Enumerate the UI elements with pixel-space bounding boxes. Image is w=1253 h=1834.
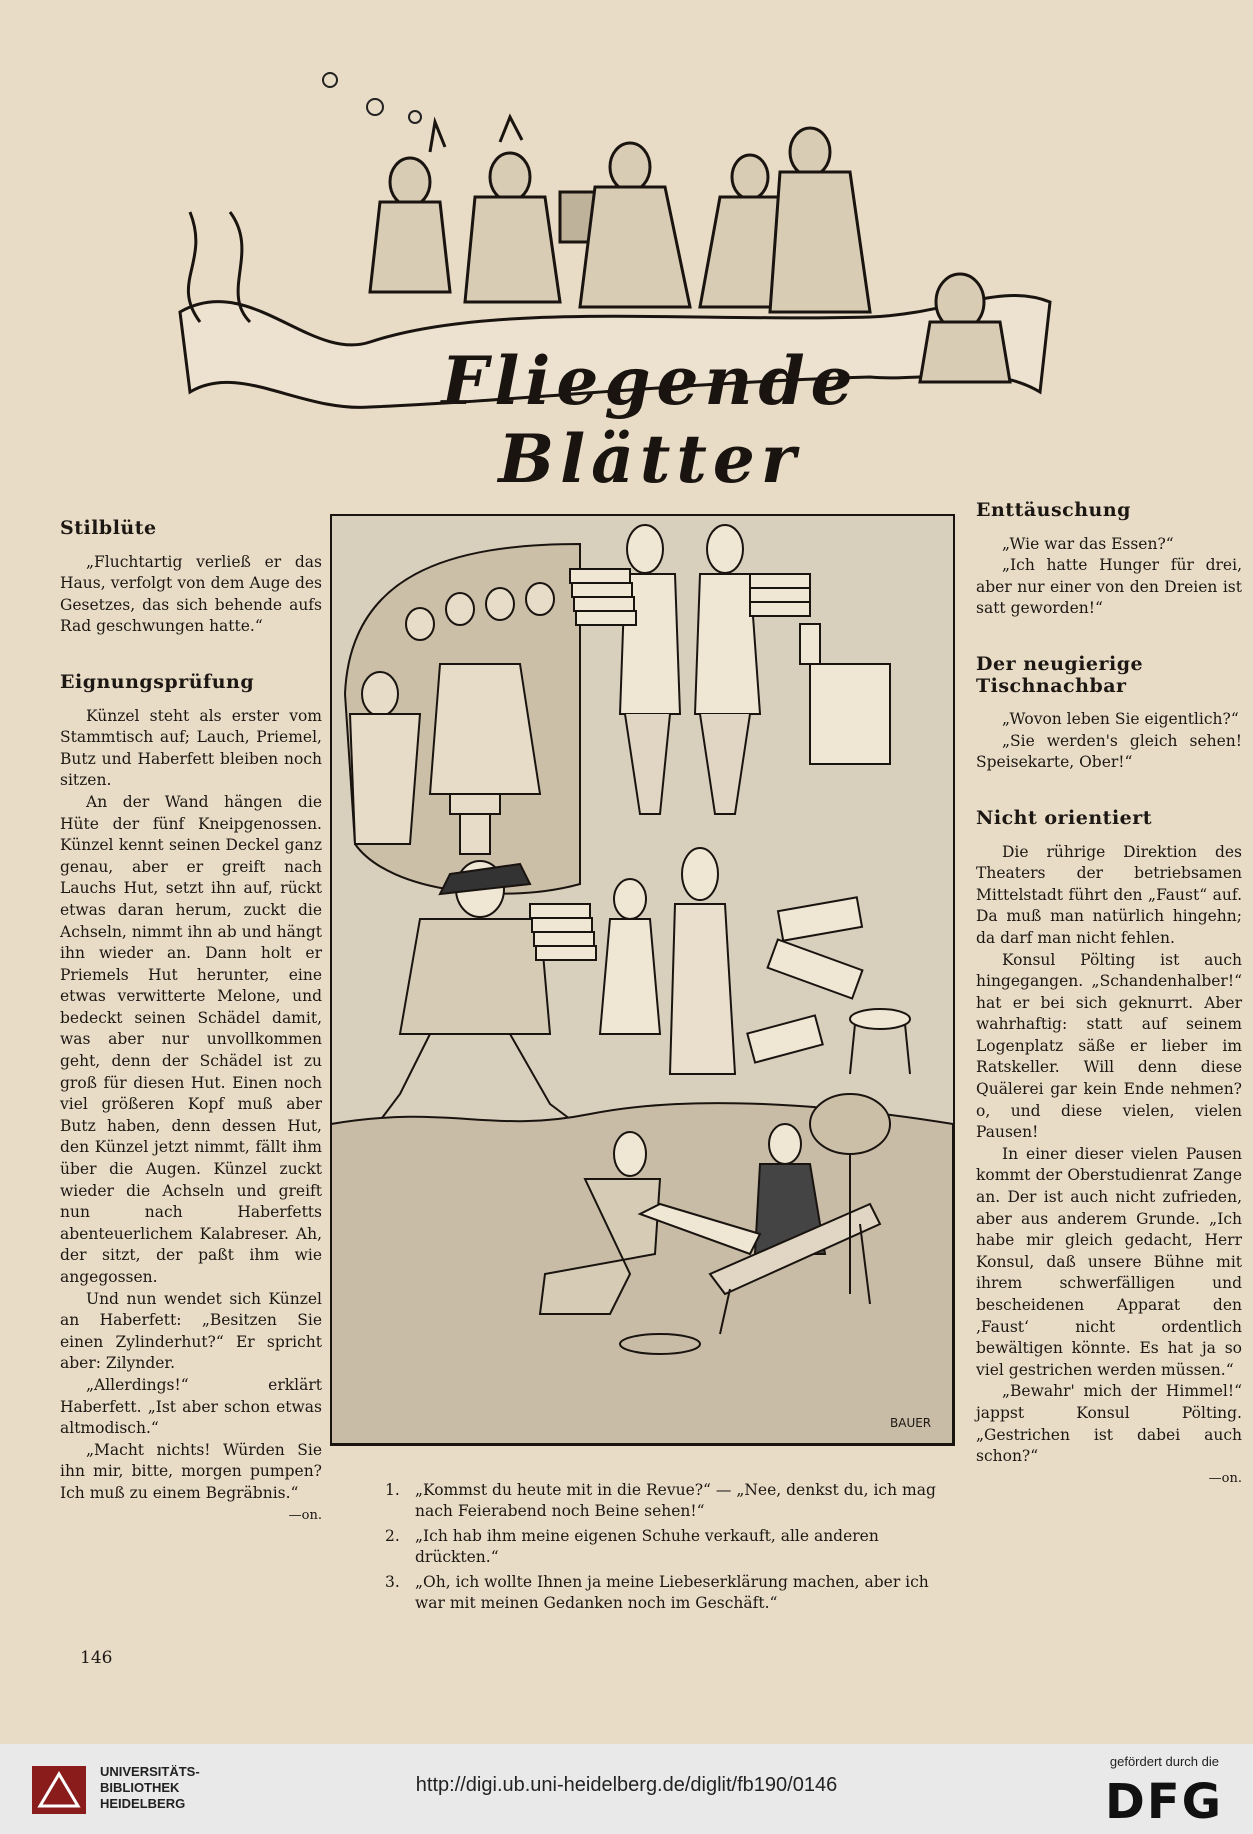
dfg-logo: DFG [1104,1774,1223,1830]
article-paragraph: Künzel steht als erster vom Stammtisch auf; Lauch, Priemel, Butz und Haberfett bleiben noch sitzen. [60,706,322,790]
article-nicht-orientiert [976,808,1242,1489]
masthead [170,62,1070,498]
page-number: 146 [80,1648,113,1668]
article-paragraph: „Wie war das Essen?“ [1002,534,1174,553]
article-paragraph: In einer dieser vielen Pausen kommt der Oberstudienrat Zange an. Der ist auch nicht zufrieden, aber aus anderem Grunde. „Ich habe mir gleich gedacht, Herr Konsul, daß unsere Bühne mit ihrem schwerfälligen und bescheidenen Apparat den ‚Faust‘ nicht ordentlich bewältigen könnte. Es hat ja so viel gestrichen werden müssen.“ [976,1144,1242,1379]
caption-number: 1. [385,1481,400,1499]
article-heading: Der neugierige Tischnachbar [976,652,1144,697]
library-name: UNIVERSITÄTS- BIBLIOTHEK HEIDELBERG [100,1764,200,1811]
source-url-link[interactable]: http://digi.ub.uni-heidelberg.de/diglit/fb190/0146 [415,1774,838,1796]
article-heading: Stilblüte [60,517,157,539]
caption-number: 3. [385,1573,400,1591]
article-stilbluete [60,518,322,638]
caption-text: „Ich hab ihm meine eigenen Schuhe verkauft, alle anderen drückten.“ [415,1527,879,1566]
article-paragraph: „Allerdings!“ erklärt Haberfett. „Ist aber schon etwas altmodisch.“ [60,1375,322,1438]
caption-item [385,1572,940,1614]
article-enttaeuschung [976,500,1242,620]
caption-text: „Kommst du heute mit in die Revue?“ — „Nee, denkst du, ich mag nach Feierabend noch Beine sehen!“ [415,1481,936,1520]
footer-bar [0,1744,1253,1834]
caption-number: 2. [385,1527,400,1545]
article-paragraph: An der Wand hängen die Hüte der fünf Kneipgenossen. Künzel kennt seinen Deckel ganz genau, aber er greift nach Lauchs Hut, setzt ihn auf, rückt etwas daran herum, zuckt die Achseln, nimmt ihn ab und hängt ihn wieder an. Dann holt er Priemels Hut herunter, eine etwas verwitterte Melone, und bedeckt seinen Schädel damit, was aber nur unvollkommen geht, denn der Schädel ist zu groß für diesen Hut. Einen noch viel größeren Kopf muß aber Butz haben, denn dessen Hut, den Künzel jetzt nimmt, fällt ihm über die Augen. Künzel zuckt wieder die Achseln und greift nun nach Haberfetts abenteuerlichem Kalabreser. Ah, der sitzt, der paßt ihm wie angegossen. [60,792,322,1286]
article-paragraph: „Fluchtartig verließ er das Haus, verfolgt von dem Auge des Gesetzes, das sich behende aufs Rad geschwungen hatte.“ [60,552,322,636]
article-paragraph: „Ich hatte Hunger für drei, aber nur einer von den Dreien ist satt geworden!“ [976,556,1242,618]
article-paragraph: Die rührige Direktion des Theaters der betriebsamen Mittelstadt führt den „Faust“ auf. Da muß man natürlich hingehn; da darf man nicht fehlen. [976,842,1242,947]
author-signature: —on. [288,1507,322,1523]
article-paragraph: „Macht nichts! Würden Sie ihn mir, bitte, morgen pumpen? Ich muß zu einem Begräbnis.“ [60,1440,322,1502]
article-paragraph: Konsul Pölting ist auch hingegangen. „Schandenhalber!“ hat er bei sich geknurrt. Aber wahrhaftig: statt auf seinem Logenplatz säße er lieber im Ratskeller. Will denn diese Quälerei gar kein Ende nehmen? o, und diese vielen, vielen Pausen! [976,950,1242,1142]
cartoon-captions [385,1480,940,1618]
caption-item [385,1480,940,1522]
article-paragraph: „Sie werden's gleich sehen! Speisekarte, Ober!“ [976,731,1242,772]
masthead-title: Fliegende Blätter [441,342,859,498]
artist-signature: BAUER [890,1416,932,1430]
right-column [976,500,1242,1523]
author-signature: —on. [1208,1470,1242,1486]
article-tischnachbar [976,654,1242,774]
article-heading: Enttäuschung [976,499,1131,521]
caption-item [385,1526,940,1568]
article-heading: Eignungsprüfung [60,670,255,693]
article-paragraph: Und nun wendet sich Künzel an Haberfett: „Besitzen Sie einen Zylinderhut?“ Er spricht aber: Zilynder. [60,1289,322,1373]
cartoon-drawing [330,514,955,1446]
article-eignungspruefung [60,672,322,1526]
left-column [60,518,322,1560]
article-heading: Nicht orientiert [976,806,1153,829]
article-paragraph: „Bewahr' mich der Himmel!“ jappst Konsul Pölting. „Gestrichen ist dabei auch schon?“ [976,1382,1242,1466]
caption-text: „Oh, ich wollte Ihnen ja meine Liebeserklärung machen, aber ich war mit meinen Gedanken noch im Geschäft.“ [415,1573,929,1612]
article-paragraph: „Wovon leben Sie eigentlich?“ [1002,710,1239,729]
funding-label: gefördert durch die [1109,1754,1219,1769]
cartoon-illustration [330,514,955,1446]
